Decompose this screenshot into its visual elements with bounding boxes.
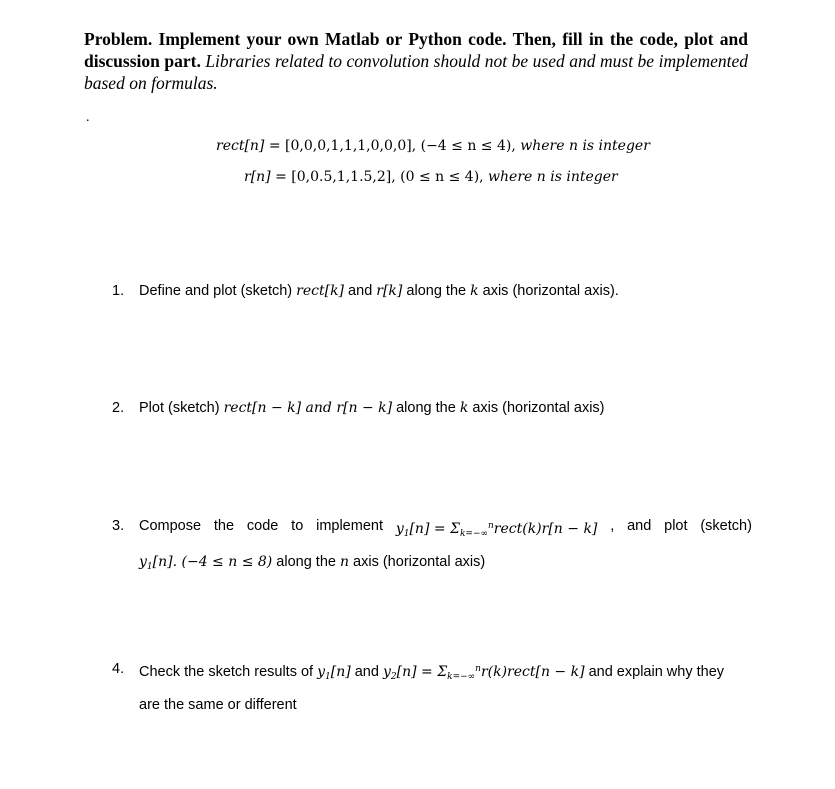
item-text: Plot (sketch): [139, 400, 224, 416]
math-superscript: n: [475, 664, 481, 674]
math-symbol: [n]. (−4 ≤ n ≤ 8): [152, 554, 273, 570]
y1-symbol: [317, 664, 351, 680]
math-subscript: 2: [390, 672, 397, 682]
item-word: (sketch): [700, 518, 752, 534]
math-subscript: k=−∞: [459, 529, 488, 539]
math-subscript: 1: [403, 529, 410, 539]
item-word: implement: [316, 518, 383, 534]
math-subscript: 1: [325, 672, 331, 682]
math-symbol: [n] = Σ: [396, 664, 448, 680]
item-number: 2.: [112, 400, 125, 416]
item-word: plot: [664, 518, 688, 534]
list-item-1: [112, 277, 752, 305]
r-definition-equation: [244, 169, 618, 185]
item-line-justified: [139, 512, 752, 548]
math-subscript: k=−∞: [447, 672, 476, 682]
item-line-1: [139, 655, 752, 691]
rect-values: [0,0,0,1,1,1,0,0,0], (−4 ≤ n ≤ 4),: [285, 138, 516, 154]
item-text: and: [344, 283, 377, 299]
list-item-4: [112, 655, 752, 719]
problem-bold-text: Problem. Implement your own Matlab or Python code. Then, fill in the code, plot and discussion part.: [84, 29, 748, 71]
item-text: Check the sketch results of: [139, 664, 318, 680]
item-word: Compose: [139, 518, 202, 534]
item-math: rect[k]: [296, 283, 345, 299]
item-word: to: [291, 518, 304, 534]
math-symbol: rect(k)r[n − k]: [493, 521, 598, 537]
math-symbol: y: [395, 521, 404, 537]
item-word: code: [246, 518, 279, 534]
math-symbol: y: [317, 664, 326, 680]
math-superscript: n: [488, 521, 494, 531]
r-lhs: r[n] =: [244, 169, 292, 185]
item-word: and: [627, 518, 652, 534]
math-symbol: y: [382, 664, 391, 680]
item-text: and: [350, 664, 383, 680]
item-text: axis (horizontal axis): [468, 400, 605, 416]
math-symbol: y: [139, 554, 147, 570]
list-item-2: [112, 394, 752, 422]
y1-range: [139, 554, 272, 570]
item-number: 3.: [112, 518, 125, 534]
item-text: along the: [402, 283, 471, 299]
math-symbol: [n] = Σ: [409, 521, 460, 537]
item-line-2: [139, 548, 752, 581]
rect-definition-equation: [216, 138, 650, 154]
item-number: 1.: [112, 283, 125, 299]
item-text: along the: [272, 554, 340, 570]
rect-where: where n is integer: [515, 138, 650, 154]
item-line-2: are the same or different: [139, 697, 297, 713]
stray-bullet: .: [86, 110, 90, 125]
math-symbol: [n]: [330, 664, 351, 680]
r-values: [0,0.5,1,1.5,2], (0 ≤ n ≤ 4),: [291, 169, 484, 185]
list-item-3: [112, 512, 752, 581]
item-word: ,: [610, 518, 615, 534]
item-math: k: [459, 400, 469, 416]
item-text: along the: [392, 400, 460, 416]
item-math: k: [470, 283, 479, 299]
problem-italic-text: Libraries related to convolution should not be used and must be implemented based on formulas.: [84, 51, 748, 93]
item-math: rect[n − k] and r[n − k]: [223, 400, 393, 416]
item-text: and explain why they: [584, 664, 725, 680]
item-math: r[k]: [376, 283, 403, 299]
r-where: where n is integer: [483, 169, 618, 185]
item-math: n: [339, 554, 350, 570]
item-text: axis (horizontal axis): [349, 554, 486, 570]
y2-convolution-formula: [383, 664, 585, 680]
item-word: the: [213, 518, 235, 534]
item-text: axis (horizontal axis).: [478, 283, 619, 299]
item-text: Define and plot (sketch): [139, 283, 297, 299]
rect-lhs: rect[n] =: [216, 138, 286, 154]
item-number: 4.: [112, 661, 125, 677]
math-subscript: 1: [146, 562, 153, 572]
y1-convolution-formula: [396, 512, 598, 548]
problem-statement: [84, 28, 748, 94]
math-symbol: r(k)rect[n − k]: [480, 664, 585, 680]
